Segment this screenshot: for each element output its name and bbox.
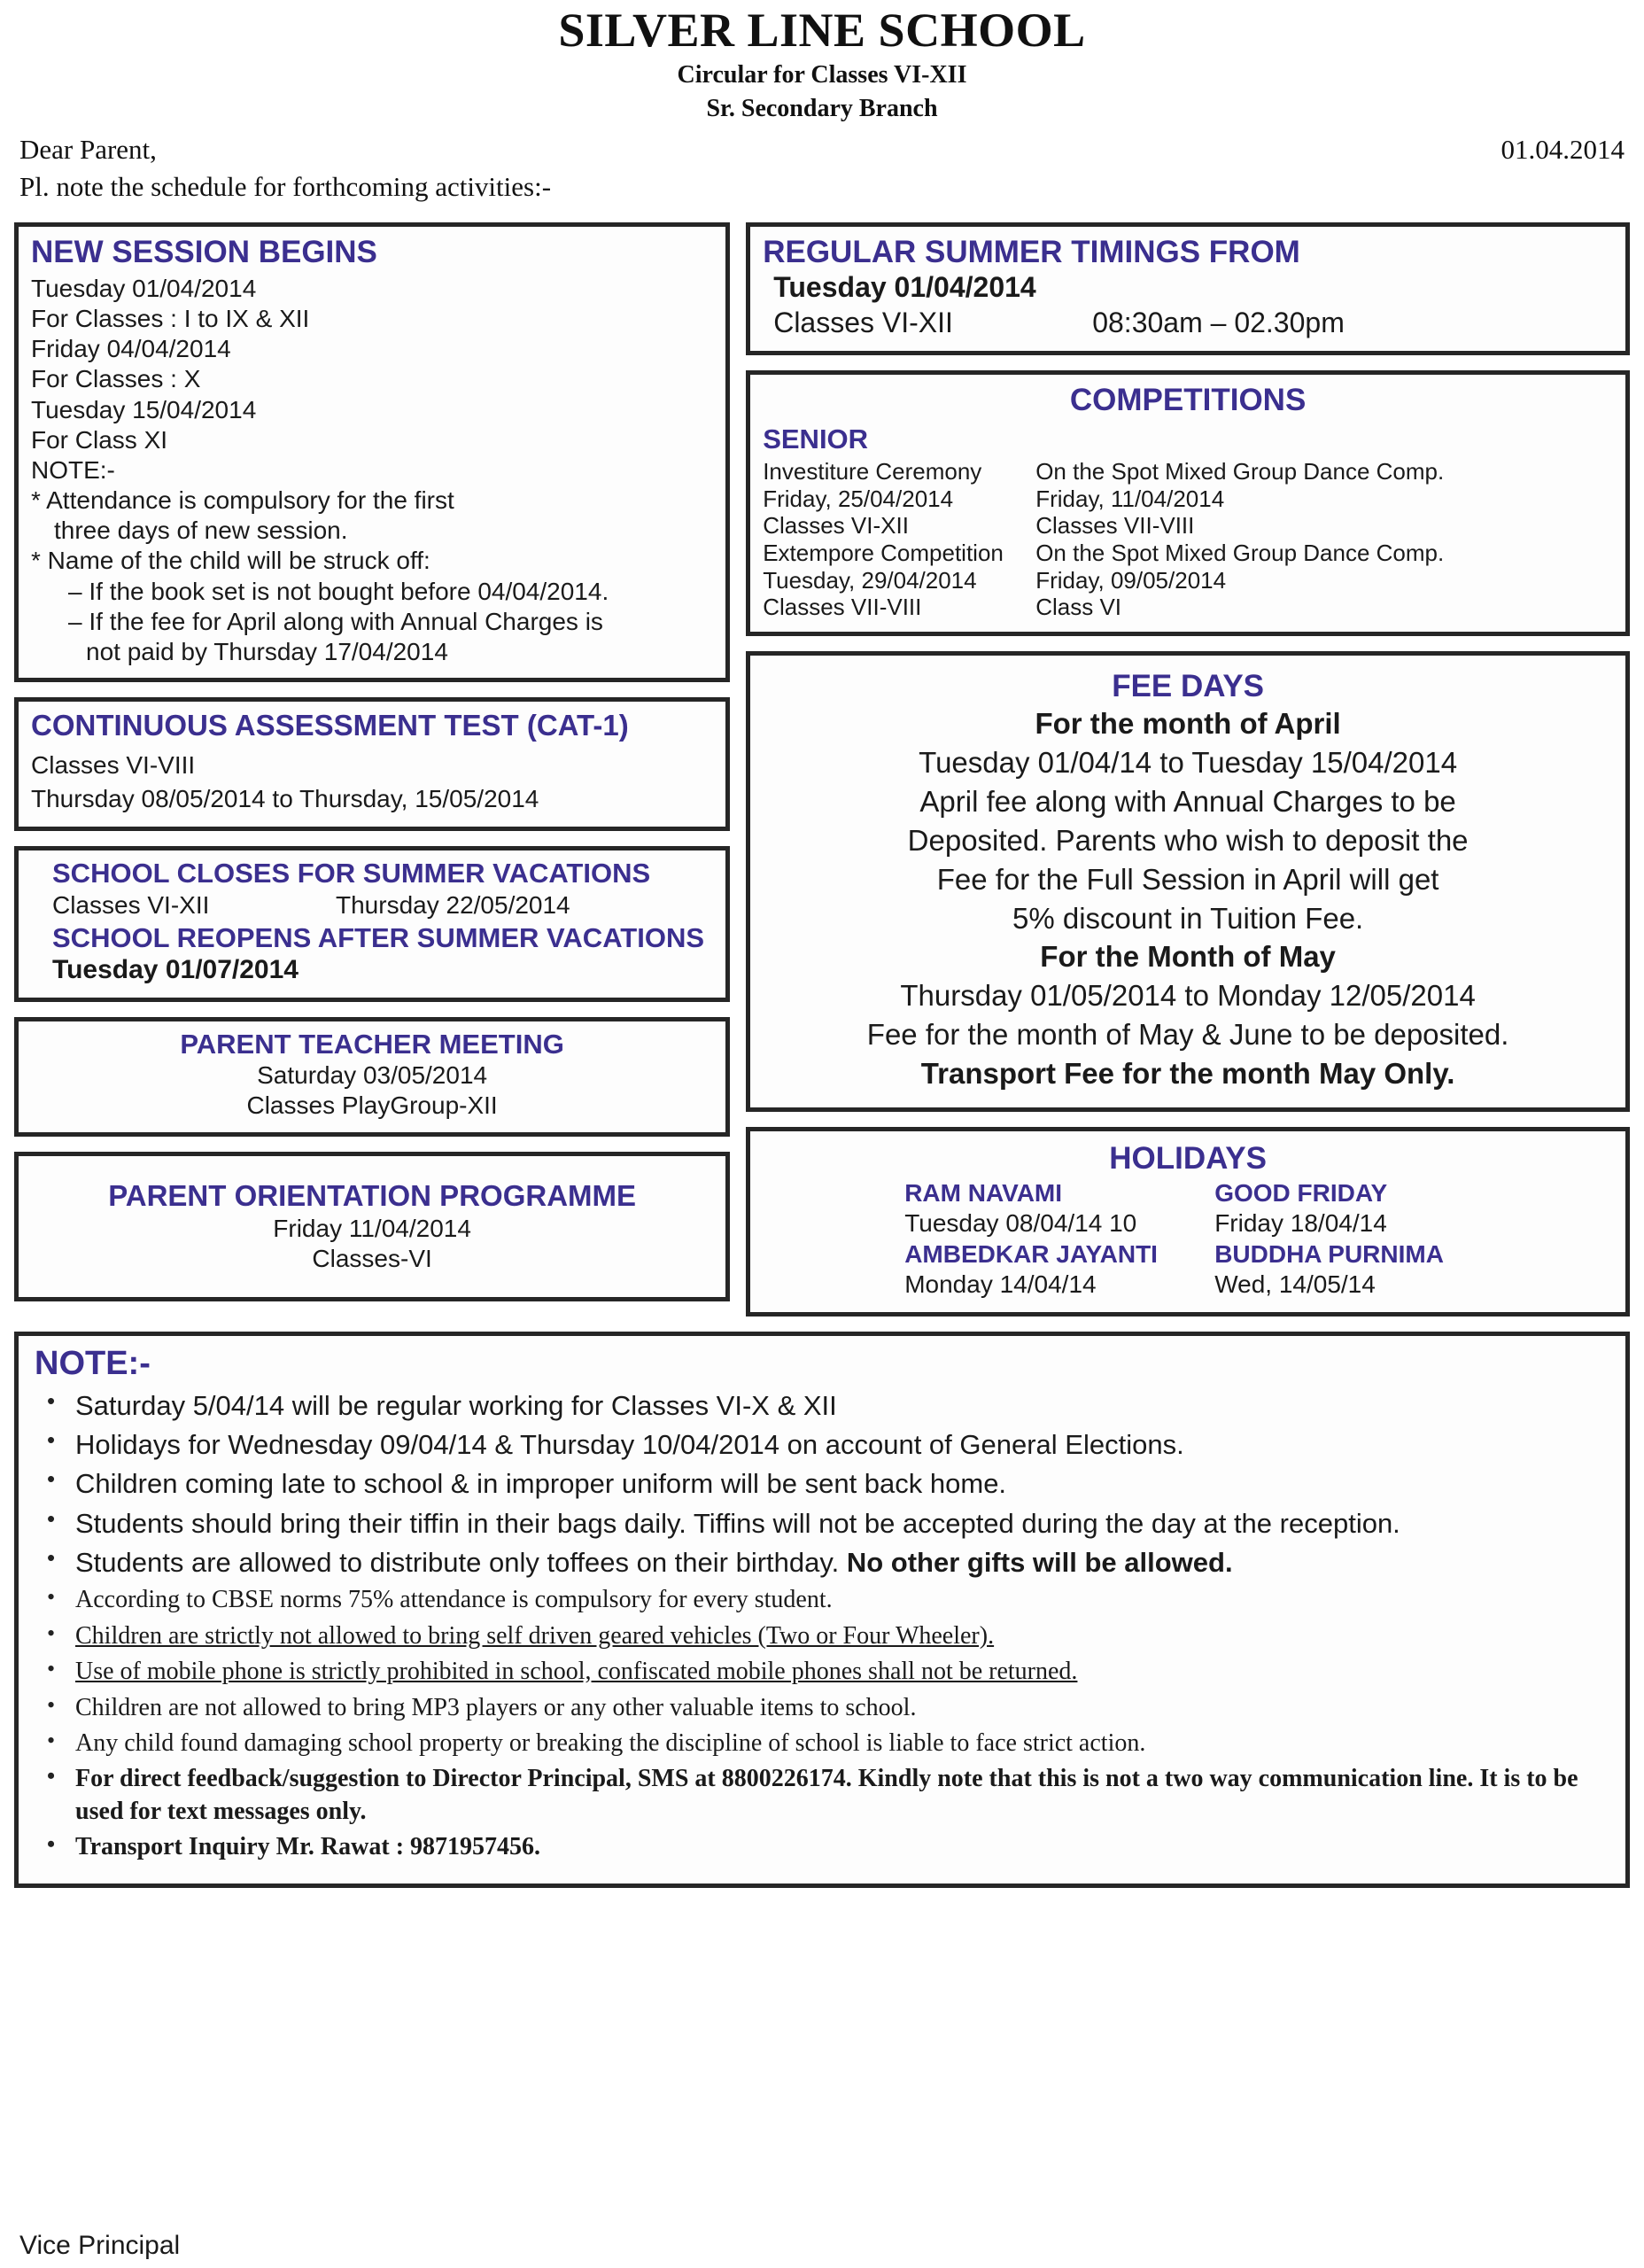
- fee-april-line: Deposited. Parents who wish to deposit the: [907, 823, 1469, 857]
- holidays-grid: [763, 1178, 1613, 1300]
- competition-right-line: On the Spot Mixed Group Dance Comp.: [1035, 457, 1445, 485]
- holiday-date: Tuesday 08/04/14 10: [904, 1209, 1137, 1238]
- note-item: • Holidays for Wednesday 09/04/14 & Thursday 10/04/2014 on account of General Elections.: [35, 1427, 1609, 1463]
- competition-left-line: Friday, 25/04/2014: [763, 485, 954, 512]
- school-closes-classes: Classes VI-XII: [52, 891, 210, 920]
- ptm-title: PARENT TEACHER MEETING: [180, 1028, 564, 1060]
- fee-april-line: April fee along with Annual Charges to be: [919, 784, 1456, 818]
- competitions-grid: [763, 458, 1613, 621]
- session-note-2c: not paid by Thursday 17/04/2014: [86, 637, 448, 665]
- note-item: • Children are not allowed to bring MP3 players or any other valuable items to school.: [35, 1692, 1609, 1724]
- note-title: NOTE:-: [35, 1344, 151, 1382]
- competition-left-line: Tuesday, 29/04/2014: [763, 566, 977, 594]
- ptm-classes: Classes PlayGroup-XII: [246, 1091, 498, 1120]
- fee-may-transport: Transport Fee for the month May Only.: [920, 1057, 1455, 1091]
- fee-days-box: [746, 651, 1630, 1112]
- orientation-box: [14, 1152, 730, 1301]
- cat-title: CONTINUOUS ASSESSMENT TEST (CAT-1): [31, 709, 629, 742]
- competitions-subtitle: SENIOR: [763, 423, 869, 455]
- school-closes-row: [31, 889, 713, 921]
- session-note-2a: – If the book set is not bought before 04/04/2014.: [68, 577, 609, 605]
- fee-april-line: Fee for the Full Session in April will get: [936, 862, 1439, 896]
- competition-right-line: Classes VII-VIII: [1035, 512, 1195, 540]
- note-box: [14, 1332, 1630, 1888]
- summer-vacations-box: [14, 846, 730, 1002]
- session-line: For Classes : I to IX & XII: [31, 305, 310, 333]
- note-list: [35, 1388, 1609, 1864]
- session-line: Tuesday 01/04/2014: [31, 274, 257, 302]
- right-column: [746, 222, 1630, 1317]
- ptm-date: Saturday 03/05/2014: [257, 1061, 488, 1090]
- new-session-lines: [31, 274, 713, 667]
- session-note-label: NOTE:-: [31, 455, 115, 484]
- note-item: • Children are strictly not allowed to bring self driven geared vehicles (Two or Four Wheeler).: [35, 1620, 1609, 1652]
- left-column: [14, 222, 730, 1317]
- cat-box: [14, 697, 730, 831]
- competition-left-line: Classes VI-XII: [763, 512, 909, 540]
- circular-date: 01.04.2014: [1501, 133, 1625, 165]
- holidays-title: HOLIDAYS: [1109, 1140, 1267, 1176]
- competitions-box: [746, 370, 1630, 636]
- holiday-name: GOOD FRIDAY: [1214, 1179, 1388, 1208]
- competition-left-line: Classes VII-VIII: [763, 594, 922, 621]
- summer-timings-classes: Classes VI-XII: [773, 307, 953, 339]
- note-item: • Children coming late to school & in improper uniform will be sent back home.: [35, 1466, 1609, 1502]
- cat-classes: Classes VI-VIII: [31, 750, 196, 779]
- school-closes-date: Thursday 22/05/2014: [336, 891, 570, 920]
- note-toffee-bold: No other gifts will be allowed.: [846, 1547, 1233, 1579]
- orientation-classes: Classes-VI: [312, 1244, 432, 1272]
- fee-may-line: Fee for the month of May & June to be deposited.: [866, 1018, 1509, 1052]
- fee-april-title: For the month of April: [1035, 707, 1341, 741]
- holiday-name: BUDDHA PURNIMA: [1214, 1239, 1444, 1268]
- session-line: For Class XI: [31, 425, 168, 454]
- note-item: • Transport Inquiry Mr. Rawat : 9871957456.: [35, 1831, 1609, 1863]
- content-columns: [0, 203, 1644, 1317]
- holidays-box: [746, 1127, 1630, 1317]
- holiday-date: Monday 14/04/14: [904, 1270, 1097, 1298]
- document-header: [0, 0, 1644, 123]
- branch-subtitle: Sr. Secondary Branch: [706, 94, 938, 122]
- school-closes-title: SCHOOL CLOSES FOR SUMMER VACATIONS: [52, 857, 651, 889]
- fee-days-title: FEE DAYS: [1112, 668, 1265, 703]
- orientation-date: Friday 11/04/2014: [273, 1214, 471, 1242]
- fee-may-title: For the Month of May: [1040, 940, 1336, 974]
- holiday-date: Wed, 14/05/14: [1214, 1270, 1376, 1298]
- summer-timings-time: 08:30am – 02.30pm: [1092, 307, 1345, 339]
- note-item: • Use of mobile phone is strictly prohibited in school, confiscated mobile phones shall not be returned.: [35, 1656, 1609, 1688]
- school-name: SILVER LINE SCHOOL: [558, 4, 1086, 57]
- new-session-box: [14, 222, 730, 682]
- fee-april-dates: Tuesday 01/04/14 to Tuesday 15/04/2014: [919, 746, 1458, 780]
- cat-dates: Thursday 08/05/2014 to Thursday, 15/05/2014: [31, 784, 539, 812]
- note-item-toffee: [35, 1545, 1609, 1581]
- session-note-1b: three days of new session.: [54, 517, 348, 545]
- note-item: • Students should bring their tiffin in their bags daily. Tiffins will not be accepted during the day at the reception.: [35, 1506, 1609, 1542]
- session-line: Friday 04/04/2014: [31, 335, 231, 363]
- session-note-2b: – If the fee for April along with Annual Charges is: [68, 607, 603, 635]
- summer-timings-title: REGULAR SUMMER TIMINGS FROM: [763, 234, 1300, 269]
- note-toffee-plain: Students are allowed to distribute only toffees on their birthday.: [75, 1547, 847, 1579]
- holiday-name: RAM NAVAMI: [904, 1179, 1063, 1208]
- session-note-2: * Name of the child will be struck off:: [31, 547, 430, 575]
- salutation-row: [0, 123, 1644, 166]
- fee-may-dates: Thursday 01/05/2014 to Monday 12/05/2014: [900, 979, 1476, 1013]
- orientation-title: PARENT ORIENTATION PROGRAMME: [108, 1178, 637, 1212]
- school-reopens-date: Tuesday 01/07/2014: [52, 955, 299, 985]
- summer-timings-box: [746, 222, 1630, 355]
- competitions-title: COMPETITIONS: [1069, 383, 1307, 418]
- competition-right-line: Friday, 11/04/2014: [1035, 485, 1225, 512]
- circular-subtitle: Circular for Classes VI-XII: [677, 60, 967, 89]
- holiday-date: Friday 18/04/14: [1214, 1209, 1387, 1238]
- competition-left-line: Extempore Competition: [763, 539, 1004, 566]
- summer-timings-date: Tuesday 01/04/2014: [773, 270, 1036, 303]
- signatory: Vice Principal: [19, 2231, 181, 2260]
- note-item: • For direct feedback/suggestion to Director Principal, SMS at 8800226174. Kindly note that this is not a two way communication line. It is to be used for text messages only.: [35, 1763, 1609, 1828]
- session-line: Tuesday 15/04/2014: [31, 395, 257, 423]
- intro-line: Pl. note the schedule for forthcoming activities:-: [19, 170, 552, 202]
- ptm-box: [14, 1017, 730, 1137]
- note-item: • Any child found damaging school property or breaking the discipline of school is liable to face strict action.: [35, 1728, 1609, 1759]
- summer-timings-row: [763, 305, 1613, 340]
- holiday-name: AMBEDKAR JAYANTI: [904, 1239, 1158, 1268]
- note-item: • Saturday 5/04/14 will be regular working for Classes VI-X & XII: [35, 1388, 1609, 1424]
- salutation: Dear Parent,: [19, 133, 157, 165]
- school-reopens-title: SCHOOL REOPENS AFTER SUMMER VACATIONS: [52, 921, 705, 953]
- competition-right-line: Class VI: [1035, 594, 1122, 621]
- competition-right-line: On the Spot Mixed Group Dance Comp.: [1035, 539, 1445, 566]
- fee-april-line: 5% discount in Tuition Fee.: [1012, 901, 1364, 935]
- note-item: • According to CBSE norms 75% attendance is compulsory for every student.: [35, 1584, 1609, 1616]
- session-note-1: * Attendance is compulsory for the first: [31, 486, 454, 515]
- competition-left-line: Investiture Ceremony: [763, 457, 982, 485]
- competition-right-line: Friday, 09/05/2014: [1035, 566, 1227, 594]
- session-line: For Classes : X: [31, 365, 201, 393]
- new-session-title: NEW SESSION BEGINS: [31, 234, 377, 269]
